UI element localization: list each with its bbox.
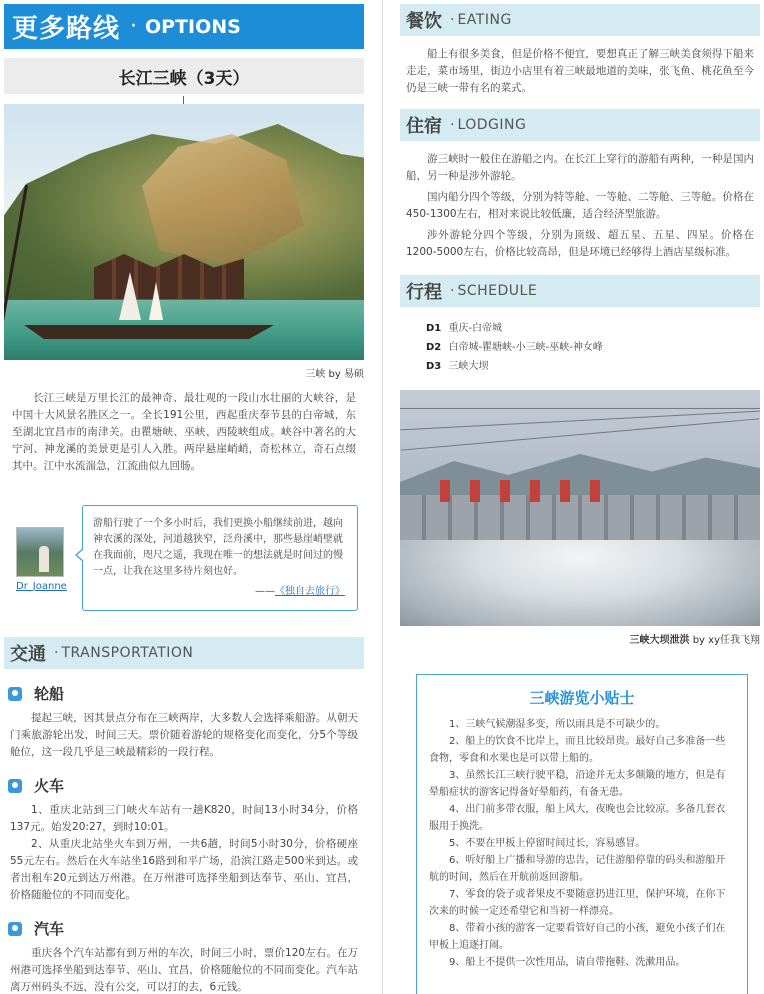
tip-item: 4、出门前多带衣服，船上风大，夜晚也会比较凉。多备几套衣服用于换洗。	[429, 804, 726, 832]
tip-item: 9、船上不提供一次性用品，请自带拖鞋、洗漱用品。	[449, 957, 686, 968]
schedule-day: D3	[426, 361, 442, 372]
bus-title: 汽车	[34, 920, 65, 938]
train-paragraph-1: 1、重庆北站到三门峡火车站有一趟K820，时间13小时34分，价格137元。始发20:27，到时10:01。	[10, 804, 358, 833]
tip-item: 7、零食的袋子或者果皮不要随意扔进江里，保护环境，在你下次来的时候一定还希望它和当初一样漂亮。	[429, 889, 726, 917]
subtitle-tick	[183, 96, 184, 104]
tips-title: 三峡游览小贴士	[529, 689, 635, 707]
ship-title: 轮船	[34, 685, 65, 703]
quote-dash: ——	[255, 586, 275, 597]
schedule-section-header	[400, 275, 760, 307]
schedule-list	[426, 319, 760, 376]
lodging-paragraph-3: 涉外游轮分四个等级，分别为顶级、超五星、五星、四星。价格在1200-5000左右，价格比较高昂，但是环境已经够得上酒店星级标准。	[406, 229, 754, 258]
photo-caption-author: 易硕	[344, 369, 364, 380]
train-paragraph-2: 2、从重庆北站坐火车到万州，一共6趟，时间5小时30分，价格硬座55元左右。然后在火车站坐16路到和平广场，沿滨江路走500米到达。或者出租车20元到达万州港。在万州港可选择坐船到达奉节、巫山、宜昌，价格随舱位的不同而变化。	[10, 838, 358, 901]
options-banner	[4, 4, 364, 49]
tips-box	[416, 674, 748, 994]
avatar-name-link[interactable]: Dr_Joanne	[16, 581, 67, 592]
train-title: 火车	[34, 777, 65, 795]
eating-title-en: EATING	[457, 12, 512, 28]
quote-text: 游船行驶了一个多小时后，我们更换小船继续前进，越向神农溪的深处，河道越狭窄，泛舟溪中，那些悬崖峭壁就在我面前，咫尺之遥，我现在唯一的想法就是时间过的慢一点，让我在这里多待片刻也好。	[93, 518, 343, 577]
schedule-item	[426, 319, 760, 338]
banner-dot: ·	[130, 14, 138, 39]
transport-title-en: TRANSPORTATION	[61, 645, 194, 661]
speech-bubble-icon	[8, 779, 22, 793]
lodging-dot: ·	[450, 117, 455, 133]
tip-item: 1、三峡气候潮湿多变，所以雨具是不可缺少的。	[449, 719, 666, 730]
ship-paragraph: 提起三峡，因其景点分布在三峡两岸，大多数人会选择乘船游。从朝天门乘旅游轮出发，时间三天。票价随着游轮的规格变化而变化，分5个等级舱位，这一段几乎是三峡最精彩的一段行程。	[10, 712, 358, 758]
lodging-section-header	[400, 109, 760, 141]
schedule-title-cn: 行程	[406, 282, 442, 303]
photo-caption-title: 三峡	[305, 369, 326, 380]
dam-caption-author: xy任我飞翔	[708, 635, 760, 646]
lodging-title-cn: 住宿	[406, 116, 442, 137]
schedule-item	[426, 338, 760, 357]
ship-heading	[8, 683, 364, 704]
schedule-dot: ·	[450, 283, 455, 299]
tip-item: 2、船上的饮食不比岸上，而且比较昂贵。最好自己多准备一些食物，零食和水果也是可以带上船的。	[429, 736, 726, 764]
lodging-title-en: LODGING	[457, 117, 527, 133]
avatar[interactable]	[16, 527, 64, 577]
intro-paragraph: 长江三峡是万里长江的最神奇、最壮观的一段山水壮丽的大峡谷，是中国十大风景名胜区之一。全长191公里，西起重庆奉节县的白帝城，东至湖北宜昌市的南津关。由瞿塘峡、巫峡、西陵峡组成。峡谷中著名的大宁河、神龙溪的美景更是引人入胜。两岸悬崖峭峭，奇松林立，奇石点缀其中。江中水流湍急，江流曲似九回肠。	[12, 392, 356, 472]
tip-item: 8、带着小孩的游客一定要看管好自己的小孩，避免小孩子们在甲板上追逐打闹。	[429, 923, 726, 951]
transport-title-cn: 交通	[10, 644, 46, 665]
bus-heading	[8, 918, 364, 939]
three-gorges-photo	[4, 104, 364, 360]
tip-item: 6、听好船上广播和导游的忠告，记住游船停靠的码头和游船开航的时间，然后在开航前返回游船。	[429, 855, 726, 883]
quote-source	[93, 582, 345, 597]
left-column	[4, 4, 364, 994]
schedule-text: 白帝城-瞿塘峡-小三峡-巫峡-神女峰	[448, 342, 603, 353]
right-column	[400, 4, 760, 994]
schedule-text: 重庆-白帝城	[448, 323, 503, 334]
dam-caption-title: 三峡大坝泄洪	[629, 635, 690, 646]
route-subtitle: 长江三峡（3天）	[4, 58, 364, 94]
dam-photo	[400, 390, 760, 626]
schedule-title-en: SCHEDULE	[457, 283, 538, 299]
eating-title-cn: 餐饮	[406, 11, 442, 32]
tip-item: 5、不要在甲板上停留时间过长，容易感冒。	[449, 838, 646, 849]
lodging-paragraph-1: 游三峡时一般住在游船之内。在长江上穿行的游船有两种，一种是国内船，另一种是涉外游轮。	[406, 153, 754, 182]
schedule-item	[426, 357, 760, 376]
train-heading	[8, 775, 364, 796]
tip-item: 3、虽然长江三峡行驶平稳，沿途并无太多颠簸的地方，但是有晕船症状的游客记得备好晕船药，有备无患。	[429, 770, 726, 798]
banner-title-en: OPTIONS	[145, 15, 241, 38]
schedule-text: 三峡大坝	[448, 361, 489, 372]
lodging-paragraph-2: 国内船分四个等级，分别为特等舱、一等舱、二等舱、三等舱。价格在450-1300左右，相对来说比较低廉，适合经济型旅游。	[406, 191, 754, 220]
eating-section-header	[400, 4, 760, 36]
eating-dot: ·	[450, 12, 455, 28]
dam-photo-caption	[400, 631, 760, 646]
eating-paragraph: 船上有很多美食，但是价格不便宜，要想真正了解三峡美食须得下船来走走，菜市场里，街边小店里有着三峡最地道的美味，张飞鱼、桃花鱼至今仍是三峡一带有名的菜式。	[406, 48, 754, 94]
schedule-day: D1	[426, 323, 442, 334]
bus-paragraph: 重庆各个汽车站都有到万州的车次，时间三小时，票价120左右。在万州港可选择坐船到达奉节、巫山、宜昌，价格随舱位的不同而变化。汽车站离万州码头不远，没有公交，可以打的去，6元钱。	[10, 947, 358, 993]
quote-bubble	[82, 505, 358, 611]
transport-dot: ·	[54, 645, 59, 661]
photo-caption	[4, 365, 364, 380]
column-divider	[382, 0, 383, 994]
speech-bubble-icon	[8, 687, 22, 701]
photo-caption-by: by	[328, 369, 341, 380]
transport-section-header	[4, 637, 364, 669]
speech-bubble-icon	[8, 922, 22, 936]
schedule-day: D2	[426, 342, 442, 353]
dam-caption-by: by	[692, 635, 705, 646]
quote-source-link[interactable]: 《独自去旅行》	[275, 586, 345, 597]
banner-title-cn: 更多路线	[12, 14, 121, 44]
quote-block	[4, 505, 364, 611]
